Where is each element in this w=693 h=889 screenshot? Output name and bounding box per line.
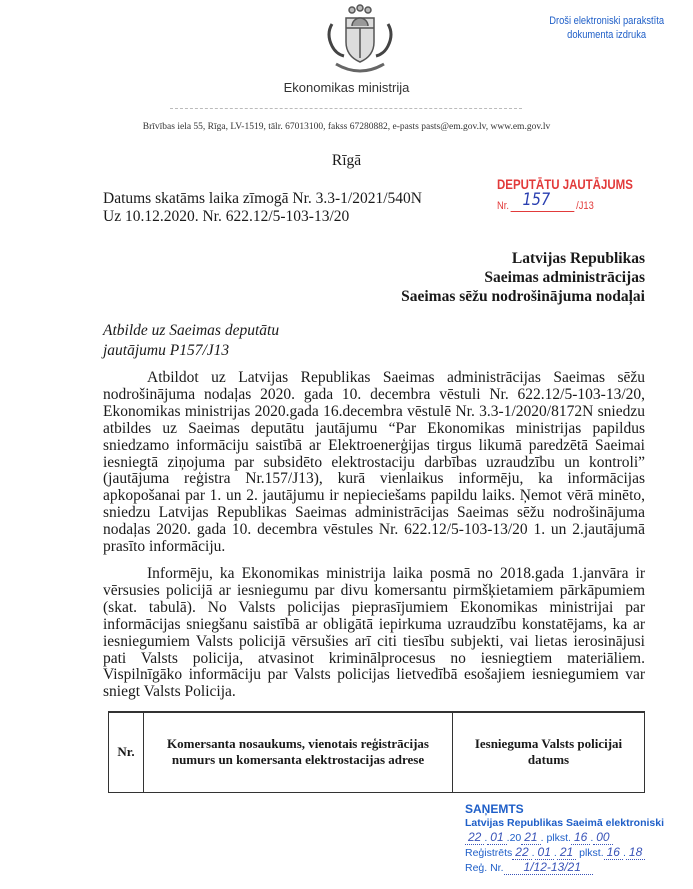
hw-month: 01 xyxy=(487,830,506,845)
subject xyxy=(103,321,279,361)
complaints-table xyxy=(108,711,645,793)
ministry-name: Ekonomikas ministrija xyxy=(283,80,410,95)
subject-line: jautājumu P157/J13 xyxy=(103,342,230,359)
hw-year: 21 xyxy=(521,830,540,845)
recipient-line: Saeimas sēžu nodrošinājuma nodaļai xyxy=(401,288,645,305)
stamp-suffix: /J13 xyxy=(576,200,594,212)
hw-year: 21 xyxy=(557,845,576,860)
time-label: plkst. xyxy=(579,847,604,859)
body-paragraph: Informēju, ka Ekonomikas ministrija laika posmā no 2018.gada 1.janvāra ir vērsusies policijā ar iesniegumu par divu komersantu pirmšķietamiem pārkāpumiem (skat. tabulā). No Valsts policijas pieprasījumiem Ekonomikas ministrijai par informācijas sniegšanu saistībā ar obligātā iepirkuma uzraudzību konstatējams, ka ar iesniegumiem Valsts policijā vērsušies arī citi tiesību subjekti, vai lietas ierosinājusi pati Valsts policija, atvasinot kriminālprocesus no iesniegtiem materiāliem. Vispilnīgāko informāciju par Valsts policijas lietvedībā esošajiem iesniegumiem var sniegt Valsts Policija. xyxy=(103,565,645,701)
incoming-reference: Uz 10.12.2020. Nr. 622.12/5-103-13/20 xyxy=(103,208,350,225)
header-date: Iesnieguma Valsts policijai datums xyxy=(453,712,645,792)
received-stamp xyxy=(465,802,664,875)
table-header-row xyxy=(109,712,645,792)
registered-label: Reģistrēts xyxy=(465,847,513,859)
stamp-nr-label: Nr. xyxy=(497,200,509,212)
document-references xyxy=(103,190,422,226)
recipient-line: Saeimas administrācijas xyxy=(484,269,645,286)
hw-month: 01 xyxy=(535,845,554,860)
e-signature-note xyxy=(545,14,668,42)
hw-hour: 16 xyxy=(571,830,590,845)
recipient xyxy=(401,249,645,306)
reg-nr-label: Reģ. Nr. xyxy=(465,862,504,874)
received-subtitle: Latvijas Republikas Saeimā elektroniski xyxy=(465,817,665,829)
time-label: plkst. xyxy=(546,832,571,844)
stamp-number: 157 xyxy=(522,190,551,210)
hw-reg-nr: 1/12-13/21 xyxy=(504,860,593,875)
hw-day: 22 xyxy=(465,830,484,845)
header-nr: Nr. xyxy=(109,712,144,792)
registered-datetime: Reģistrēts 22 . 01 . 21 plkst. 16 . 18 xyxy=(465,845,664,860)
header-company: Komersanta nosaukums, vienotais reģistrācijas numurs un komersanta elektrostacijas adrese xyxy=(144,712,453,792)
received-title: SAŅEMTS xyxy=(465,802,524,816)
stamp-title: DEPUTĀTU JAUTĀJUMS xyxy=(497,176,633,192)
question-stamp xyxy=(497,176,663,212)
recipient-line: Latvijas Republikas xyxy=(511,250,645,267)
hw-minute: 18 xyxy=(626,845,645,860)
city: Rīgā xyxy=(331,152,362,169)
year-prefix: 20 xyxy=(509,832,522,844)
hw-day: 22 xyxy=(512,845,531,860)
subject-line: Atbilde uz Saeimas deputātu xyxy=(103,322,280,339)
e-sign-line: dokumenta izdruka xyxy=(567,29,647,41)
date-reference: Datums skatāms laika zīmogā Nr. 3.3-1/2021/540N xyxy=(103,190,422,207)
ministry-address: Brīvības iela 55, Rīga, LV-1519, tālr. 67013100, fakss 67280882, e-pasts pasts@em.gov.lv, www.em.gov.lv xyxy=(142,122,551,132)
received-datetime: 22 . 01 . 20 21 . plkst. 16 . 00 xyxy=(465,830,664,845)
hw-minute: 00 xyxy=(593,830,612,845)
coat-of-arms-logo xyxy=(322,4,398,74)
hw-hour: 16 xyxy=(604,845,623,860)
e-sign-line: Droši elektroniski parakstīta xyxy=(549,15,665,27)
body-paragraph: Atbildot uz Latvijas Republikas Saeimas administrācijas Saeimas sēžu nodrošinājuma nodaļas 2020. gada 10. decembra vēstuli Nr. 622.12/5-103-13/20, Ekonomikas ministrijas 2020.gada 16.decembra vēstulē Nr. 3.3-1/2020/8172N sniedzu atbildes uz Saeimas deputātu jautājumu “Par Ekonomikas ministrijas papildus sniedzamo informāciju saistībā ar Elektroenerģijas tirgus likumā paredzētā Saeimai iesniegtā ziņojuma par subsidēto elektrostaciju darbības uzraudzību un kontroli” (jautājuma reģistra Nr.157/J13), kurā vienlaikus informēju, ka informācijas apkopošanai par 1. un 2. jautājumu ir nepieciešams papildu laiks. Ņemot vērā minēto, sniedzu Latvijas Republikas Saeimas administrācijas Saeimas sēžu nodrošinājuma nodaļas 2020. gada 10. decembra vēstules Nr. 622.12/5-103-13/20 1. un 2.jautājumā prasīto informāciju. xyxy=(103,369,645,556)
header-divider xyxy=(170,108,522,109)
registration-number xyxy=(465,860,664,875)
